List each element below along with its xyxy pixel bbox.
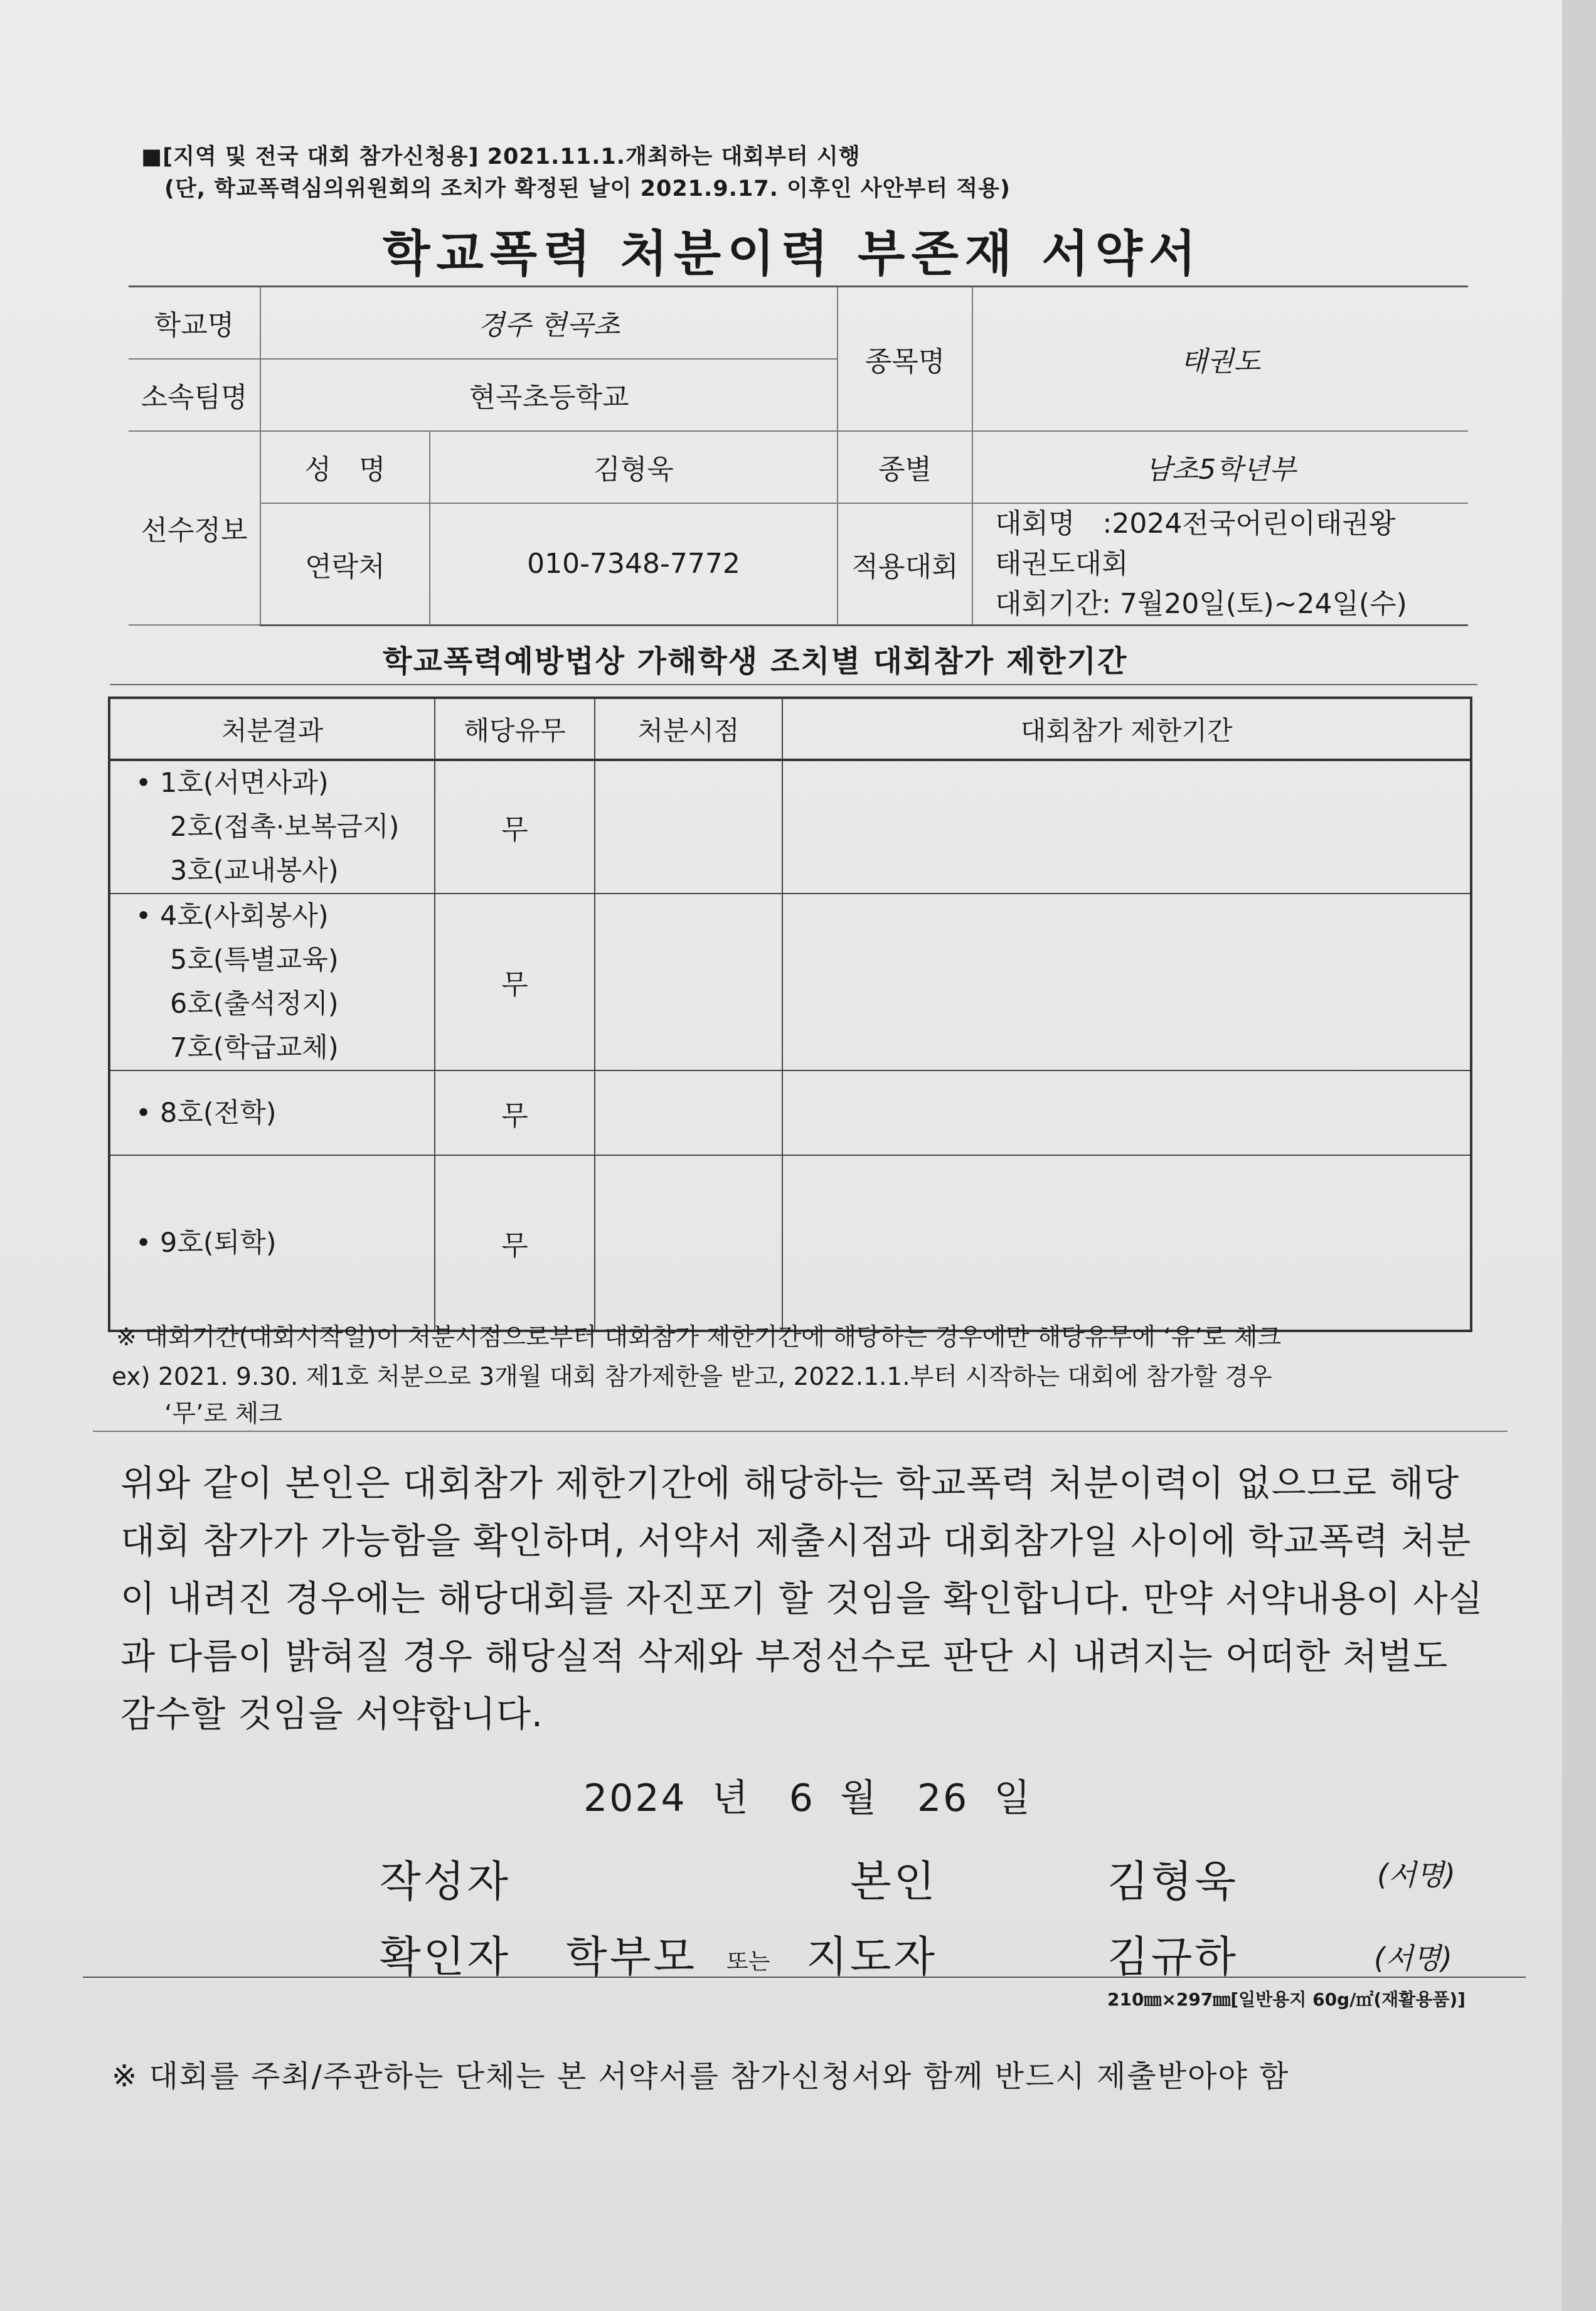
confirmer-name: 김규하 xyxy=(1107,1933,1239,1982)
table-row xyxy=(109,894,1471,1070)
school-value: 경주 현곡초 xyxy=(260,287,838,359)
name-label: 성 명 xyxy=(260,431,430,503)
period-cell xyxy=(782,1070,1471,1155)
confirmer-label: 확인자 xyxy=(380,1933,511,1982)
date-day-unit: 일 xyxy=(994,1776,1033,1820)
header-result: 처분결과 xyxy=(109,698,435,760)
author-label: 작성자 xyxy=(380,1857,511,1907)
school-label: 학교명 xyxy=(129,287,260,359)
document-title: 학교폭력 처분이력 부존재 서약서 xyxy=(383,226,1203,282)
list-item: 6호(출석정지) xyxy=(170,988,339,1020)
list-item: 3호(교내봉사) xyxy=(170,855,339,887)
division-value: 남초5학년부 xyxy=(972,431,1468,503)
list-item: 2호(접촉·보복금지) xyxy=(170,811,400,843)
competition-period: 대회기간: 7월20일(토)~24일(수) xyxy=(995,587,1407,620)
event-label: 종목명 xyxy=(838,287,972,431)
confirmer-signature: (서명) xyxy=(1374,1941,1452,1975)
applicable-cell: 무 xyxy=(435,894,595,1070)
pledge-date xyxy=(583,1768,1057,1822)
result-cell xyxy=(109,1070,435,1155)
list-item: • 1호(서면사과) xyxy=(136,767,329,799)
footnote-example-cont: ‘무’로 체크 xyxy=(164,1400,282,1428)
competition-label: 적용대회 xyxy=(838,503,972,626)
application-note: ■[지역 및 전국 대회 참가신청용] 2021.11.1.개최하는 대회부터 시행 xyxy=(141,144,861,169)
header-applicable: 해당유무 xyxy=(435,698,595,760)
confirmer-or: 또는 xyxy=(726,1949,770,1975)
competition-details xyxy=(972,503,1468,626)
team-label: 소속팀명 xyxy=(129,359,260,431)
list-item: 5호(특별교육) xyxy=(170,944,339,976)
header-period: 대회참가 제한기간 xyxy=(782,698,1471,760)
period-cell xyxy=(782,894,1471,1070)
applicable-cell: 무 xyxy=(435,760,595,894)
confirmer-role-coach: 지도자 xyxy=(806,1933,938,1982)
time-cell xyxy=(595,760,782,894)
footnote-example: ex) 2021. 9.30. 제1호 처분으로 3개월 대회 참가제한을 받고, 2022.1.1.부터 시작하는 대회에 참가할 경우 xyxy=(112,1363,1272,1391)
name-value: 김형욱 xyxy=(430,431,838,503)
date-year-unit: 년 xyxy=(711,1776,750,1820)
player-info-label: 선수정보 xyxy=(129,431,260,626)
applicable-cell: 무 xyxy=(435,1070,595,1155)
author-name: 김형욱 xyxy=(1107,1857,1239,1907)
subtitle-divider xyxy=(110,684,1477,685)
submission-note: ※ 대회를 주최/주관하는 단체는 본 서약서를 참가신청서와 함께 반드시 제출받아야 함 xyxy=(112,2059,1290,2094)
period-cell xyxy=(782,1155,1471,1331)
table-row xyxy=(109,760,1471,894)
discipline-table xyxy=(108,697,1472,1332)
applicable-cell: 무 xyxy=(435,1155,595,1331)
competition-name-line2: 태권도대회 xyxy=(995,547,1129,580)
header-time: 처분시점 xyxy=(595,698,782,760)
list-item: • 9호(퇴학) xyxy=(136,1227,277,1259)
date-year: 2024 xyxy=(583,1776,687,1820)
table-row xyxy=(109,1155,1471,1331)
result-cell xyxy=(109,1155,435,1331)
competition-name-line1: 대회명 :2024전국어린이태권왕 xyxy=(995,507,1396,540)
time-cell xyxy=(595,1070,782,1155)
list-item: • 8호(전학) xyxy=(136,1097,277,1129)
paper-spec: 210㎜×297㎜[일반용지 60g/㎡(재활용품)] xyxy=(1107,1989,1466,2010)
discipline-subtitle: 학교폭력예방법상 가해학생 조치별 대회참가 제한기간 xyxy=(383,644,1128,679)
footnote-divider xyxy=(93,1431,1508,1432)
division-label: 종별 xyxy=(838,431,972,503)
result-cell xyxy=(109,894,435,1070)
contact-value: 010-7348-7772 xyxy=(430,503,838,626)
time-cell xyxy=(595,894,782,1070)
result-cell xyxy=(109,760,435,894)
application-note-sub: (단, 학교폭력심의위원회의 조치가 확정된 날이 2021.9.17. 이후인 사안부터 적용) xyxy=(164,176,1011,201)
team-value: 현곡초등학교 xyxy=(260,359,838,431)
pledge-text: 위와 같이 본인은 대회참가 제한기간에 해당하는 학교폭력 처분이력이 없으므로 해당 대회 참가가 가능함을 확인하며, 서약서 제출시점과 대회참가일 사이에 학교폭력 처분이 내려진 경우에는 해당대회를 자진포기 할 것임을 확인합니다. 만약 서약내용이 사실과 다름이 밝혀질 경우 해당실적 삭제와 부정선수로 판단 시 내려지는 어떠한 처벌도 감수할 것임을 서약합니다. xyxy=(120,1463,1484,1735)
contact-label: 연락처 xyxy=(260,503,430,626)
confirmer-role-parent: 학부모 xyxy=(566,1933,698,1982)
author-role: 본인 xyxy=(850,1857,938,1907)
list-item: 7호(학급교체) xyxy=(170,1032,339,1064)
date-day: 26 xyxy=(917,1776,969,1820)
period-cell xyxy=(782,760,1471,894)
signature-divider xyxy=(83,1977,1526,1978)
author-signature: (서명) xyxy=(1377,1858,1455,1892)
date-month: 6 xyxy=(789,1776,815,1820)
time-cell xyxy=(595,1155,782,1331)
event-value: 태권도 xyxy=(972,287,1468,431)
date-month-unit: 월 xyxy=(839,1776,878,1820)
info-table xyxy=(129,286,1468,626)
list-item: • 4호(사회봉사) xyxy=(136,900,329,932)
table-row xyxy=(109,1070,1471,1155)
footnote-check: ※ 대회기간(대회시작일)이 처분시점으로부터 대회참가 제한기간에 해당하는 경우에만 해당유무에 ‘유’로 체크 xyxy=(116,1323,1282,1352)
